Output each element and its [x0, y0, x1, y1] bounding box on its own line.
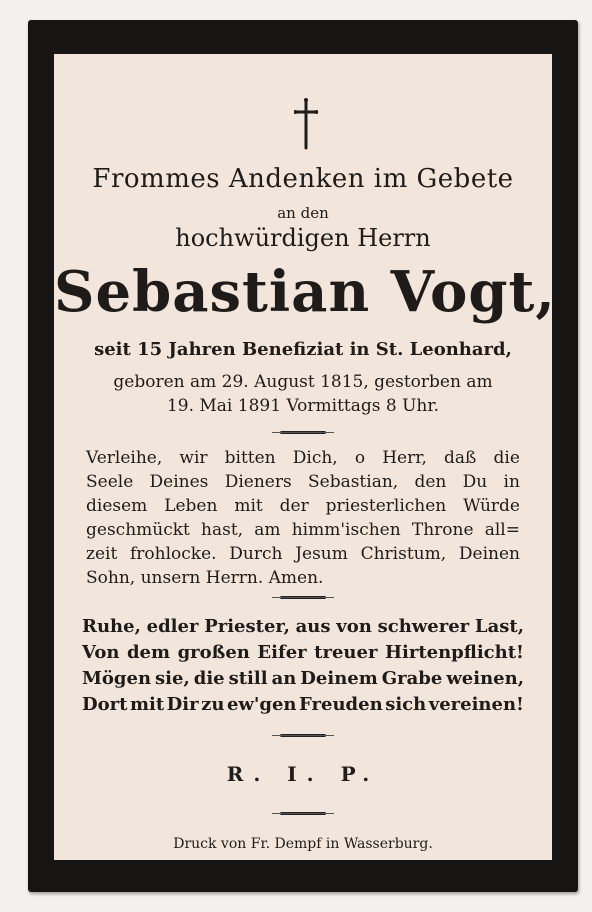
- an-den-text: an den: [277, 204, 329, 222]
- divider: [280, 596, 326, 599]
- prayer-line: zeit frohlocke. Durch Jesum Christum, Deinen: [86, 544, 520, 564]
- prayer-text: [86, 446, 520, 590]
- verse-text: [82, 614, 524, 718]
- divider: [280, 734, 326, 737]
- prayer-line: Sohn, unsern Herrn. Amen.: [86, 568, 324, 588]
- dates-line-2: 19. Mai 1891 Vormittags 8 Uhr.: [166, 396, 440, 416]
- memorial-card: [28, 20, 578, 892]
- heading: Frommes Andenken im Gebete: [92, 164, 514, 194]
- card-panel: [54, 54, 556, 860]
- prayer-line: Verleihe, wir bitten Dich, o Herr, daß die: [86, 448, 520, 468]
- divider: [280, 431, 326, 434]
- deceased-name: Sebastian Vogt,: [54, 259, 556, 325]
- role-text: seit 15 Jahren Benefiziat in St. Leonhard,: [94, 339, 512, 360]
- cross-icon: [294, 98, 318, 150]
- verse-line: Mögen sie, die still an Deinem Grabe weinen,: [82, 668, 524, 689]
- verse-line: Dort mit Dir zu ew'gen Freuden sich vereinen!: [82, 694, 524, 715]
- prayer-line: diesem Leben mit der priesterlichen Würde: [86, 496, 520, 516]
- divider: [280, 812, 326, 815]
- honorific-text: hochwürdigen Herrn: [175, 224, 431, 252]
- dates-line-1: geboren am 29. August 1815, gestorben am: [113, 372, 493, 392]
- verse-line: Ruhe, edler Priester, aus von schwerer Last,: [82, 616, 524, 637]
- prayer-line: Seele Deines Dieners Sebastian, den Du in: [86, 472, 520, 492]
- rip-text: R. I. P.: [226, 762, 380, 786]
- prayer-line: geschmückt hast, am himm'ischen Throne all=: [86, 520, 520, 540]
- printer-imprint: Druck von Fr. Dempf in Wasserburg.: [173, 836, 433, 852]
- verse-line: Von dem großen Eifer treuer Hirtenpflicht!: [82, 642, 524, 663]
